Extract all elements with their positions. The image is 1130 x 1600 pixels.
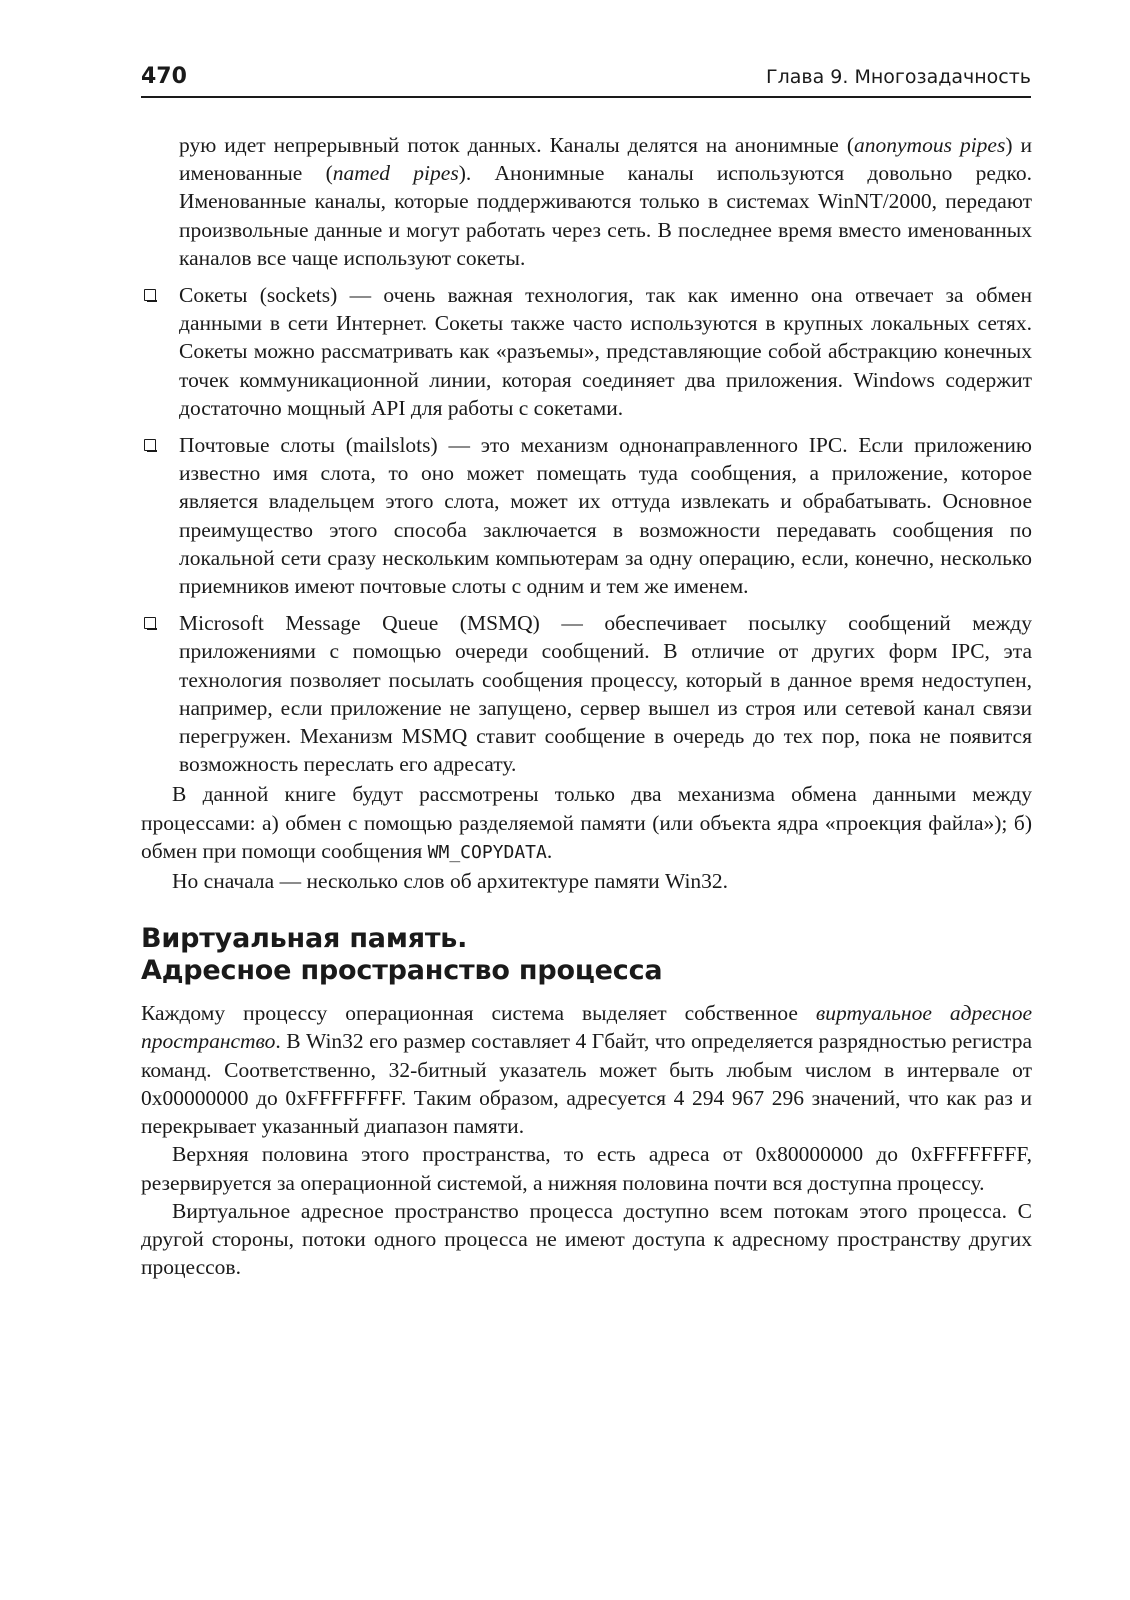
paragraph-memory-intro: Но сначала — несколько слов об архитектуре памяти Win32. — [172, 869, 729, 894]
list-item-msmq — [148, 609, 1032, 778]
paragraph-mechanisms: В данной книге будут рассмотрены только два механизма обмена данными между процессами: а) обмен с помощью разделяемой памяти (или объекта ядра «проекция файла»); б) обмен при помощи сообщения WM_COPYDATA. — [141, 782, 1032, 863]
section-heading — [141, 923, 1032, 987]
checkbox-bullet-icon — [144, 439, 156, 451]
term-virtual-address-space: виртуальное адресное пространство — [141, 1001, 1032, 1054]
paragraph-threads: Виртуальное адресное пространство процесса доступно всем потокам этого процесса. С другой стороны, потоки одного процесса не имеют доступа к адресному пространству других процессов. — [141, 1198, 1032, 1280]
checkbox-bullet-icon — [144, 289, 156, 301]
running-header — [141, 62, 1031, 98]
list-item-text: Почтовые слоты (mailslots) — это механизм однонаправленного IPC. Если приложению известно имя слота, то оно может помещать туда сообщения, а приложение, которое является владельцем этого слота, может их оттуда извлекать и обрабатывать. Основное преимущество этого способа заключается в возможности передавать сообщения по локальной сети сразу нескольким компьютерам за одну операцию, если, конечно, несколько приемников имеют почтовые слоты с одним и тем же именем. — [179, 433, 1032, 599]
chapter-title: Глава 9. Многозадачность — [766, 66, 1031, 88]
list-item-mailslots — [148, 431, 1032, 600]
paragraph-virtual-address-space: Каждому процессу операционная система выделяет собственное виртуальное адресное пространство. В Win32 его размер составляет 4 Гбайт, что определяется разрядностью регистра команд. Соответственно, 32-битный указатель может быть любым числом в интервале от 0x00000000 до 0xFFFFFFFF. Таким образом, адресуется 4 294 967 296 значений, что как раз и перекрывает указанный диапазон памяти. — [141, 1001, 1032, 1139]
list-item-text: Microsoft Message Queue (MSMQ) — обеспечивает посылку сообщений между приложениями с помощью очереди сообщений. В отличие от других форм IPC, эта технология позволяет посылать сообщения процессу, который в данное время недоступен, например, если приложение не запущено, сервер вышел из строя или сетевой канал связи перегружен. Механизм MSMQ ставит сообщение в очередь до тех пор, пока не появится возможность переслать его адресату. — [179, 611, 1032, 777]
section-heading-line-2: Адресное пространство процесса — [141, 955, 663, 987]
page-body — [141, 131, 1032, 1281]
checkbox-bullet-icon — [144, 617, 156, 629]
code-wm-copydata: WM_COPYDATA — [427, 841, 547, 863]
list-item-text: Сокеты (sockets) — очень важная технология, так как именно она отвечает за обмен данными в сети Интернет. Сокеты также часто используются в крупных локальных сетях. Сокеты можно рассматривать как «разъемы», представляющие собой абстракцию конечных точек коммуникационной линии, которая соединяет два приложения. Windows содержит достаточно мощный API для работы с сокетами. — [179, 283, 1032, 420]
paragraph-upper-half: Верхняя половина этого пространства, то есть адреса от 0x80000000 до 0xFFFFFFFF, резервируется за операционной системой, а нижняя половина почти вся доступна процессу. — [141, 1142, 1032, 1195]
page-number: 470 — [141, 64, 187, 89]
list-item-pipes-continuation: рую идет непрерывный поток данных. Каналы делятся на анонимные (anonymous pipes) и именованные (named pipes). Анонимные каналы используются довольно редко. Именованные каналы, которые поддерживаются только в системах WinNT/2000, передают произвольные данные и могут работать через сеть. В последнее время вместо именованных каналов все чаще используют сокеты. — [179, 133, 1032, 270]
ipc-list — [148, 131, 1032, 778]
term-named-pipes: named pipes — [332, 161, 459, 186]
list-item-sockets — [148, 281, 1032, 422]
section-heading-line-1: Виртуальная память. — [141, 923, 468, 955]
term-anonymous-pipes: anonymous pipes — [854, 133, 1006, 157]
